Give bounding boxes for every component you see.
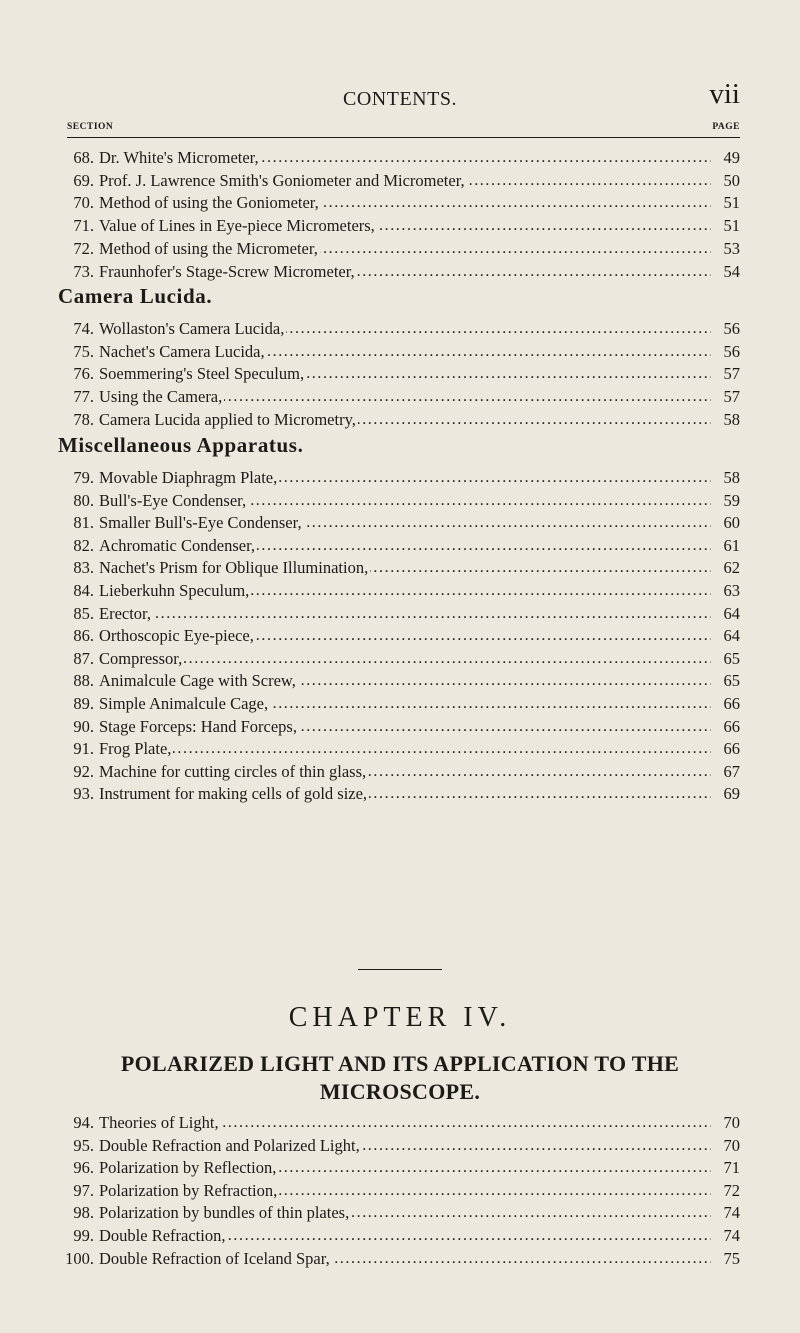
- entry-leader: [99, 761, 711, 783]
- entry-leader: [99, 783, 711, 805]
- section-number: 97.: [73, 1180, 94, 1200]
- section-number: 89.: [73, 694, 94, 713]
- entry-title: Orthoscopic Eye-piece,: [99, 626, 254, 646]
- entry-leader: [99, 215, 711, 237]
- toc-entry: [0, 318, 800, 340]
- toc-entry: [0, 535, 800, 557]
- header-rule: [67, 137, 740, 138]
- page-number: 63: [723, 581, 740, 600]
- entry-title: Frog Plate,: [99, 739, 172, 759]
- page-number: 62: [723, 558, 740, 578]
- toc-entry: [0, 215, 800, 237]
- toc-entry: [0, 1180, 800, 1202]
- entry-title: Method of using the Micrometer,: [99, 238, 318, 258]
- toc-entry: [0, 580, 800, 602]
- entry-leader: [99, 192, 711, 214]
- entry-title: Using the Camera,: [99, 387, 223, 407]
- entry-leader: [99, 557, 711, 579]
- entry-leader: [99, 1225, 711, 1247]
- entry-title: Simple Animalcule Cage,: [99, 694, 269, 713]
- toc-entry: [0, 363, 800, 385]
- page-number: 50: [723, 170, 740, 190]
- section-number: 99.: [73, 1226, 94, 1245]
- section-number: 90.: [73, 716, 94, 736]
- entry-title: Bull's-Eye Condenser,: [99, 490, 247, 510]
- toc-entry: [0, 557, 800, 579]
- section-number: 71.: [73, 216, 94, 236]
- section-number: 70.: [73, 193, 94, 213]
- entry-leader: [99, 1202, 711, 1224]
- page-number: 66: [723, 716, 740, 736]
- toc-entry: [0, 1248, 800, 1270]
- section-number: 74.: [73, 319, 94, 338]
- entry-leader: [99, 1112, 711, 1134]
- entry-leader: [99, 147, 711, 169]
- entry-leader: [99, 693, 711, 715]
- page-number: 54: [723, 261, 740, 281]
- entry-leader: [99, 716, 711, 738]
- entry-leader: [99, 648, 711, 670]
- running-head: [60, 78, 740, 114]
- section-number: 85.: [73, 603, 94, 623]
- entry-leader: [99, 238, 711, 260]
- entry-leader: [99, 603, 711, 625]
- toc-entry: [0, 147, 800, 169]
- section-number: 92.: [73, 761, 94, 781]
- entry-title: Polarization by Reflection,: [99, 1158, 277, 1178]
- entry-title: Polarization by Refraction,: [99, 1180, 278, 1200]
- section-number: 82.: [73, 535, 94, 555]
- entry-title: Smaller Bull's-Eye Condenser,: [99, 513, 302, 533]
- entry-title: Stage Forceps: Hand Forceps,: [99, 716, 297, 736]
- entry-title: Erector,: [99, 603, 152, 623]
- chapter-label: CHAPTER IV.: [288, 1002, 512, 1033]
- page-number: 66: [723, 694, 740, 713]
- section-number: 91.: [73, 739, 94, 759]
- section-number: 86.: [73, 626, 94, 646]
- page-number: 64: [723, 626, 740, 646]
- toc-entry: [0, 192, 800, 214]
- entry-title: Soemmering's Steel Speculum,: [99, 364, 305, 384]
- entry-title: Double Refraction,: [99, 1226, 226, 1245]
- section-number: 87.: [73, 648, 94, 668]
- page-number: 57: [723, 364, 740, 384]
- toc-entry: [0, 783, 800, 805]
- page-number: 60: [723, 513, 740, 533]
- section-number: 75.: [73, 341, 94, 361]
- entry-title: Prof. J. Lawrence Smith's Goniometer and Micrometer,: [99, 170, 465, 190]
- toc-entry: [0, 648, 800, 670]
- section-number: 69.: [73, 170, 94, 190]
- toc-entry: [0, 1157, 800, 1179]
- toc-entry: [0, 716, 800, 738]
- toc-entry: [0, 1135, 800, 1157]
- entry-leader: [99, 625, 711, 647]
- toc-entry: [0, 170, 800, 192]
- page-number: 61: [723, 535, 740, 555]
- group-heading: Camera Lucida.: [58, 284, 213, 308]
- entry-title: Machine for cutting circles of thin glass,: [99, 761, 367, 781]
- page-number: 51: [723, 193, 740, 213]
- page-number: 58: [723, 468, 740, 487]
- entry-title: Theories of Light,: [99, 1113, 219, 1132]
- toc-entry: [0, 1225, 800, 1247]
- entry-leader: [99, 261, 711, 283]
- entry-leader: [99, 670, 711, 692]
- toc-entry: [0, 693, 800, 715]
- section-number: 98.: [73, 1203, 94, 1223]
- page-number: 56: [723, 341, 740, 361]
- entry-title: Fraunhofer's Stage-Screw Micrometer,: [99, 261, 355, 281]
- entry-leader: [99, 318, 711, 340]
- entry-title: Nachet's Prism for Oblique Illumination,: [99, 558, 369, 578]
- page-number: 51: [723, 216, 740, 236]
- section-number: 88.: [73, 671, 94, 691]
- toc-entry: [0, 261, 800, 283]
- section-number: 72.: [73, 238, 94, 258]
- toc-entry: [0, 490, 800, 512]
- section-number: 78.: [73, 409, 94, 429]
- section-number: 95.: [73, 1135, 94, 1155]
- entry-title: Instrument for making cells of gold size,: [99, 784, 368, 804]
- entry-title: Achromatic Condenser,: [99, 535, 256, 555]
- page-number: 71: [723, 1158, 740, 1178]
- entry-title: Nachet's Camera Lucida,: [99, 341, 265, 361]
- toc-entry: [0, 386, 800, 408]
- section-number: 77.: [73, 387, 94, 407]
- section-number: 68.: [73, 148, 94, 167]
- toc-entry: [0, 1112, 800, 1134]
- section-number: 94.: [73, 1113, 94, 1132]
- entry-leader: [99, 580, 711, 602]
- section-number: 81.: [73, 513, 94, 533]
- entry-title: Dr. White's Micrometer,: [99, 148, 259, 167]
- page-number: 49: [723, 148, 740, 167]
- toc-entry: [0, 670, 800, 692]
- toc-entry: [0, 761, 800, 783]
- entry-leader: [99, 1180, 711, 1202]
- page-number: 67: [723, 761, 740, 781]
- entry-leader: [99, 1248, 711, 1270]
- entry-leader: [99, 386, 711, 408]
- entry-title: Value of Lines in Eye-piece Micrometers,: [99, 216, 375, 236]
- page-number: 56: [723, 319, 740, 338]
- entry-title: Wollaston's Camera Lucida,: [99, 319, 285, 338]
- entry-leader: [99, 512, 711, 534]
- entry-leader: [99, 170, 711, 192]
- section-number: 100.: [65, 1248, 94, 1268]
- group-heading: Miscellaneous Apparatus.: [58, 433, 304, 457]
- entry-title: Compressor,: [99, 648, 183, 668]
- entry-leader: [99, 535, 711, 557]
- page-number: 57: [723, 387, 740, 407]
- entry-leader: [99, 467, 711, 489]
- entry-title: Method of using the Goniometer,: [99, 193, 319, 213]
- toc-entry: [0, 238, 800, 260]
- entry-leader: [99, 341, 711, 363]
- entry-leader: [99, 409, 711, 431]
- section-number: 83.: [73, 558, 94, 578]
- page-number: 64: [723, 603, 740, 623]
- toc-entry: [0, 341, 800, 363]
- page-number: 58: [723, 409, 740, 429]
- toc-entry: [0, 1202, 800, 1224]
- entry-title: Double Refraction and Polarized Light,: [99, 1135, 360, 1155]
- page-number: 75: [723, 1248, 740, 1268]
- page-folio: vii: [709, 78, 740, 110]
- section-number: 79.: [73, 468, 94, 487]
- page-number: 59: [723, 490, 740, 510]
- entry-title: Animalcule Cage with Screw,: [99, 671, 296, 691]
- entry-title: Polarization by bundles of thin plates,: [99, 1203, 350, 1223]
- section-number: 96.: [73, 1158, 94, 1178]
- entry-leader: [99, 490, 711, 512]
- section-number: 76.: [73, 364, 94, 384]
- toc-entry: [0, 603, 800, 625]
- page-number: 72: [723, 1180, 740, 1200]
- toc-entry: [0, 738, 800, 760]
- chapter-title: POLARIZED LIGHT AND ITS APPLICATION TO THE MICROSCOPE.: [120, 1051, 680, 1104]
- toc-entry: [0, 409, 800, 431]
- entry-leader: [99, 738, 711, 760]
- section-number: 73.: [73, 261, 94, 281]
- entry-title: Lieberkuhn Speculum,: [99, 581, 250, 600]
- column-headings: [67, 122, 740, 136]
- toc-entry: [0, 625, 800, 647]
- chapter-divider: [358, 969, 442, 970]
- entry-leader: [99, 363, 711, 385]
- page-number: 65: [723, 671, 740, 691]
- entry-leader: [99, 1157, 711, 1179]
- toc-entry: [0, 467, 800, 489]
- page-number: 74: [723, 1203, 740, 1223]
- entry-title: Double Refraction of Iceland Spar,: [99, 1248, 330, 1268]
- entry-leader: [99, 1135, 711, 1157]
- section-column-label: SECTION: [67, 122, 114, 132]
- page-number: 74: [723, 1226, 740, 1245]
- page-number: 70: [723, 1113, 740, 1132]
- page-number: 69: [723, 784, 740, 804]
- entry-title: Camera Lucida applied to Micrometry,: [99, 409, 356, 429]
- page-number: 65: [723, 648, 740, 668]
- page-number: 66: [723, 739, 740, 759]
- page-column-label: PAGE: [712, 122, 740, 132]
- toc-entry: [0, 512, 800, 534]
- section-number: 80.: [73, 490, 94, 510]
- page-number: 53: [723, 238, 740, 258]
- page-title: CONTENTS.: [343, 88, 457, 110]
- page-number: 70: [723, 1135, 740, 1155]
- section-number: 84.: [73, 581, 94, 600]
- entry-title: Movable Diaphragm Plate,: [99, 468, 278, 487]
- section-number: 93.: [73, 784, 94, 804]
